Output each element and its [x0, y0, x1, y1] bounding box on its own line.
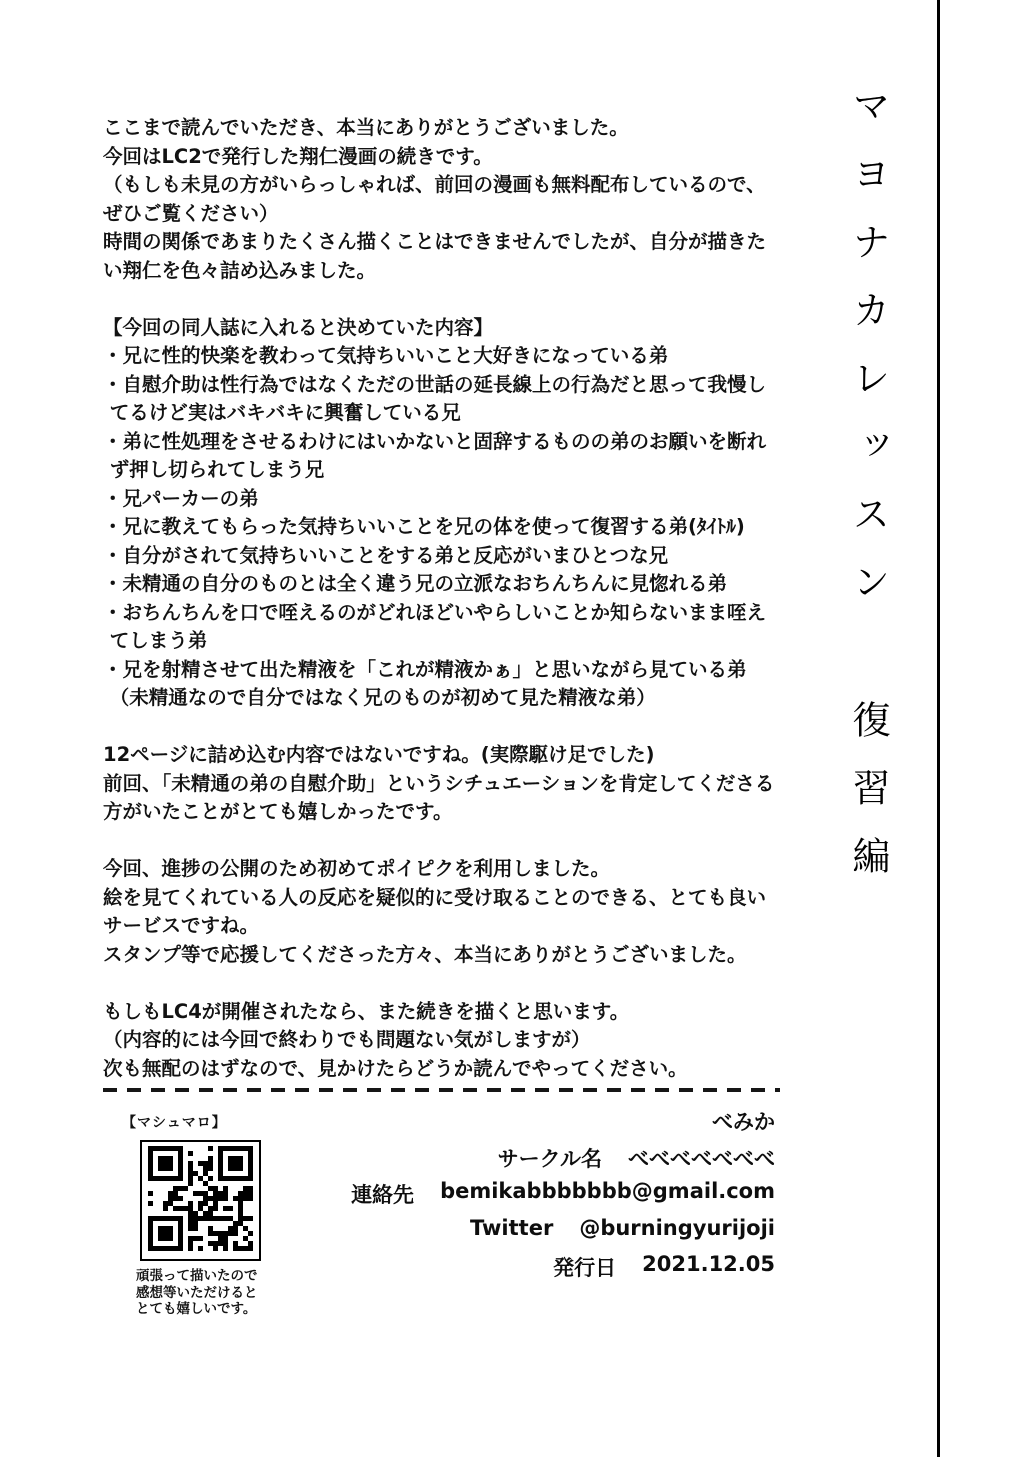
body-text-line: ・兄に教えてもらった気持ちいいことを兄の体を使って復習する弟(ﾀｲﾄﾙ) [103, 515, 745, 538]
credit-label: 発行日 [553, 1256, 617, 1280]
body-text-line: い翔仁を色々詰め込みました。 [103, 258, 377, 282]
body-text-line: ・兄パーカーの弟 [103, 486, 259, 510]
vertical-title-main: マヨナカレッスン [846, 86, 890, 630]
body-text-line: ・兄に性的快楽を教わって気持ちいいこと大好きになっている弟 [103, 344, 669, 367]
body-text-line: ・兄を射精させて出た精液を「これが精液かぁ」と思いながら見ている弟 [103, 657, 747, 681]
body-text-line: ・自分がされて気持ちいいことをする弟と反応がいまひとつな兄 [103, 543, 669, 567]
body-text-line [103, 969, 823, 998]
credit-label: 連絡先 [351, 1183, 415, 1207]
marshmallow-label: 【マシュマロ】 [122, 1115, 227, 1131]
body-text-line: （内容的には今回で終わりでも問題ない気がしますが） [103, 1028, 591, 1051]
body-text-line [103, 827, 823, 856]
qr-code-pattern [148, 1146, 253, 1255]
body-text-line [103, 713, 823, 742]
credit-row-circle [498, 1143, 775, 1180]
body-text-line: ・弟に性処理をさせるわけにはいかないと固辞するものの弟のお願いを断れ [103, 429, 767, 453]
body-text-line: 絵を見てくれている人の反応を疑似的に受け取ることのできる、とても良い [103, 885, 767, 909]
afterword-body-text [103, 114, 823, 1083]
credits-block [351, 1106, 775, 1289]
qr-caption [136, 1268, 258, 1318]
body-text-line: 12ページに詰め込む内容ではないですね。(実際駆け足でした) [103, 743, 655, 766]
body-text-line: ・自慰介助は性行為ではなくただの世話の延長線上の行為だと思って我慢し [103, 372, 767, 396]
body-text-line: ず押し切られてしまう兄 [103, 458, 325, 481]
body-text-line: スタンプ等で応援してくださった方々、本当にありがとうございました。 [103, 942, 747, 966]
body-text-line: （未精通なので自分ではなく兄のものが初めて見た精液な弟） [103, 686, 656, 709]
body-text-line: ・おちんちんを口で咥えるのがどれほどいやらしいことか知らないまま咥え [103, 600, 767, 624]
body-text-line: （もしも未見の方がいらっしゃれば、前回の漫画も無料配布しているので、 [103, 173, 766, 196]
body-text-line: サービスですね。 [103, 914, 260, 937]
body-text-line: 時間の関係であまりたくさん描くことはできませんでしたが、自分が描きた [103, 230, 767, 253]
body-text-line: ぜひご覧ください） [103, 201, 279, 225]
credit-row-publish-date [553, 1252, 775, 1289]
credit-row-contact [351, 1179, 775, 1216]
body-text-line: 方がいたことがとても嬉しかったです。 [103, 800, 453, 823]
credit-label: Twitter [470, 1215, 554, 1240]
body-text-line: ここまで読んでいただき、本当にありがとうございました。 [103, 116, 629, 139]
body-text-line: ・未精通の自分のものとは全く違う兄の立派なおちんちんに見惚れる弟 [103, 572, 728, 595]
body-text-line: 【今回の同人誌に入れると決めていた内容】 [103, 315, 494, 339]
pen-name: べみか [712, 1110, 775, 1134]
body-text-line: 今回はLC2で発行した翔仁漫画の続きです。 [103, 144, 493, 168]
credit-value: @burningyurijoji [579, 1215, 775, 1240]
body-text-line [103, 285, 823, 314]
credit-value: べべべべべべべ [628, 1146, 775, 1171]
qr-code [140, 1140, 261, 1261]
credit-row-pen-name [712, 1106, 775, 1143]
page-right-rule [937, 0, 940, 1457]
qr-caption-line: 感想等いただけると [136, 1284, 258, 1301]
qr-caption-line: 頑張って描いたので [136, 1268, 258, 1284]
dashed-divider [103, 1088, 780, 1092]
credit-value: bemikabbbbbbb@gmail.com [440, 1179, 775, 1203]
qr-caption-line: とても嬉しいです。 [136, 1301, 257, 1317]
body-text-line: てるけど実はバキバキに興奮している兄 [103, 401, 461, 424]
body-text-line: てしまう弟 [103, 629, 208, 652]
body-text-line: 次も無配のはずなので、見かけたらどうか読んでやってください。 [103, 1056, 688, 1080]
body-text-line: 今回、進捗の公開のため初めてポイピクを利用しました。 [103, 857, 611, 880]
credit-value: 2021.12.05 [642, 1252, 775, 1276]
credit-row-twitter [470, 1216, 775, 1253]
vertical-title-sub: 復習編 [846, 700, 890, 904]
body-text-line: 前回、「未精通の弟の自慰介助」というシチュエーションを肯定してくださる [103, 771, 775, 795]
credit-label: サークル名 [497, 1146, 602, 1171]
body-text-line: もしもLC4が開催されたなら、また続きを描くと思います。 [103, 999, 630, 1023]
